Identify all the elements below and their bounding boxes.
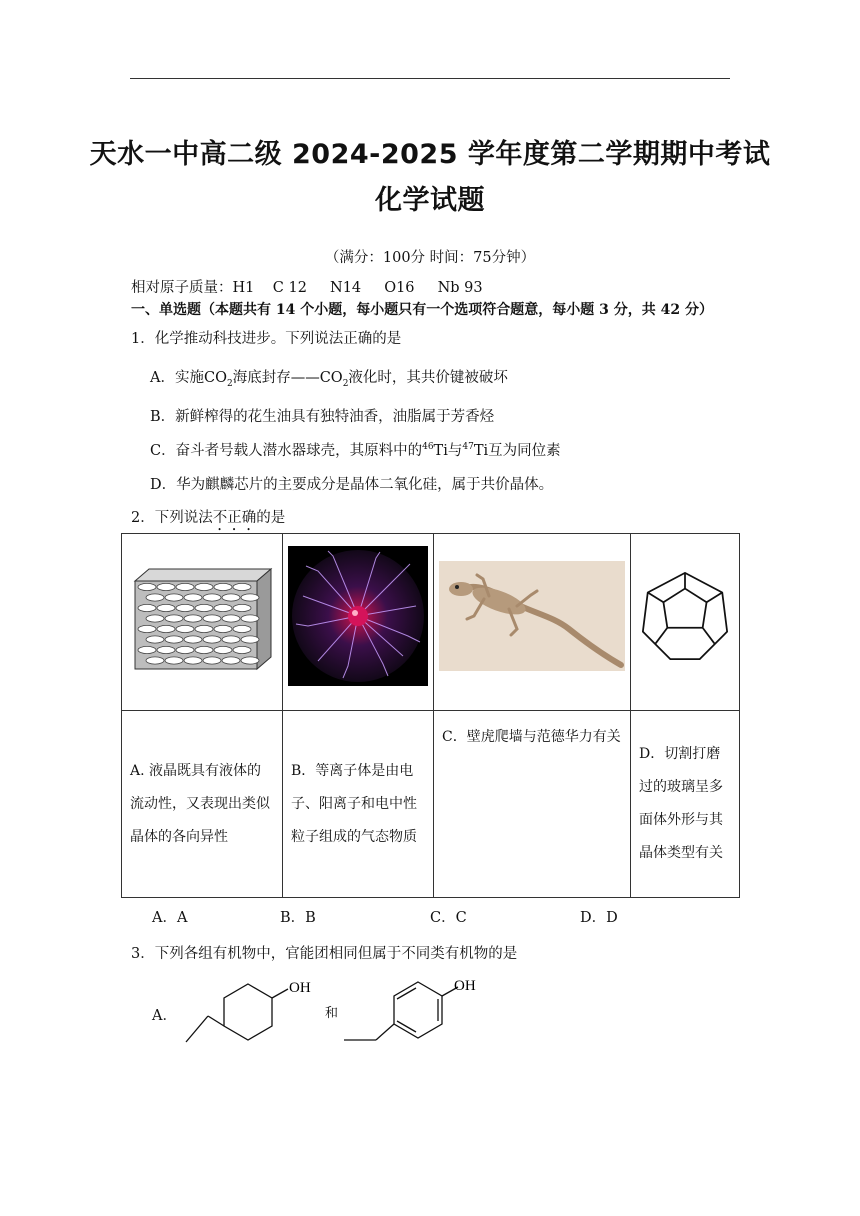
phenol-structure [340, 968, 500, 1048]
liquid-crystal-molecule [195, 625, 213, 632]
liquid-crystal-molecule [195, 583, 213, 590]
liquid-crystal-molecule [184, 593, 202, 600]
section-heading: 一、单选题（本题共有 14 个小题，每小题只有一个选项符合题意，每小题 3 分，共 42 分） [131, 302, 713, 318]
exam-title: 天水一中高二级 2024-2025 学年度第二学期期中考试 [89, 139, 771, 170]
q2-answer-d: D．D [580, 910, 618, 926]
q2-table [121, 533, 740, 898]
liquid-crystal-molecule [203, 635, 221, 642]
liquid-crystal-molecule [157, 625, 175, 632]
liquid-crystal-image [122, 534, 283, 711]
liquid-crystal-molecule [214, 625, 232, 632]
q2-cell-b: B．等离子体是由电子、阳离子和电中性粒子组成的气态物质 [283, 711, 434, 898]
liquid-crystal-molecule [214, 583, 232, 590]
q1-stem: 1．化学推动科技进步。下列说法正确的是 [131, 331, 402, 347]
liquid-crystal-molecule [222, 614, 240, 621]
q2-answer-c: C．C [430, 910, 467, 926]
liquid-crystal-molecule [241, 656, 259, 663]
polyhedron-image [631, 534, 740, 711]
liquid-crystal-molecule [176, 604, 194, 611]
liquid-crystal-molecule [214, 604, 232, 611]
q1-option-d: D．华为麒麟芯片的主要成分是晶体二氧化硅，属于共价晶体。 [150, 477, 554, 493]
q3-option-a-label: A． [152, 1008, 177, 1024]
liquid-crystal-molecule [176, 646, 194, 653]
liquid-crystal-illustration [127, 561, 277, 671]
liquid-crystal-molecule [195, 604, 213, 611]
liquid-crystal-molecule [165, 656, 183, 663]
header-rule [130, 78, 730, 79]
plasma-ball-illustration [288, 546, 428, 686]
q2-cell-c: C．壁虎爬墙与范德华力有关 [434, 711, 631, 898]
liquid-crystal-molecule [233, 583, 251, 590]
liquid-crystal-molecule [157, 604, 175, 611]
liquid-crystal-molecule [176, 625, 194, 632]
liquid-crystal-molecule [241, 614, 259, 621]
liquid-crystal-molecule [195, 646, 213, 653]
liquid-crystal-molecule [203, 656, 221, 663]
liquid-crystal-molecule [214, 646, 232, 653]
gecko-image [434, 534, 631, 711]
liquid-crystal-molecule [146, 656, 164, 663]
liquid-crystal-molecule [165, 614, 183, 621]
exam-subtitle: 化学试题 [375, 185, 485, 216]
liquid-crystal-molecule [241, 593, 259, 600]
q2-answer-b: B．B [280, 910, 316, 926]
liquid-crystal-molecule [184, 635, 202, 642]
plasma-ball-image [283, 534, 434, 711]
q1-option-a: A．实施$CO_2$海底封存$——CO_2$液化时，其共价键被破坏 [150, 370, 508, 389]
liquid-crystal-molecule [157, 583, 175, 590]
liquid-crystal-molecule [146, 635, 164, 642]
liquid-crystal-molecule [176, 583, 194, 590]
liquid-crystal-molecule [138, 625, 156, 632]
dodecahedron-icon [636, 567, 734, 665]
q2-cell-a: A. 液晶既具有液体的流动性，又表现出类似晶体的各向异性 [122, 711, 283, 898]
liquid-crystal-molecule [203, 614, 221, 621]
liquid-crystal-molecule [165, 593, 183, 600]
liquid-crystal-molecule [233, 625, 251, 632]
liquid-crystal-molecule [157, 646, 175, 653]
liquid-crystal-molecule [184, 656, 202, 663]
q1-option-b: B．新鲜榨得的花生油具有独特油香，油脂属于芳香烃 [150, 409, 495, 425]
gecko-illustration [439, 561, 625, 671]
liquid-crystal-molecule [233, 646, 251, 653]
liquid-crystal-molecule [138, 646, 156, 653]
q2-stem: 2．下列说法不正确的是 [131, 510, 286, 526]
score-time: （满分：100分 时间：75分钟） [324, 250, 536, 266]
atomic-mass: 相对原子质量：H1 C 12 N14 O16 Nb 93 [131, 280, 483, 296]
oh-label-1: OH [289, 980, 311, 996]
q1-option-c: C．奋斗者号载人潜水器球壳，其原料中的$^{46}$Ti与$^{47}$Ti互为同位素 [150, 442, 561, 459]
q3-stem: 3．下列各组有机物中，官能团相同但属于不同类有机物的是 [131, 946, 518, 962]
liquid-crystal-molecule [222, 656, 240, 663]
liquid-crystal-molecule [165, 635, 183, 642]
q3-and: 和 [325, 1006, 339, 1021]
liquid-crystal-molecule [233, 604, 251, 611]
cyclohexanol-structure [176, 970, 326, 1050]
liquid-crystal-molecule [184, 614, 202, 621]
liquid-crystal-molecule [222, 593, 240, 600]
liquid-crystal-molecule [241, 635, 259, 642]
liquid-crystal-molecule [138, 583, 156, 590]
q2-cell-d: D．切割打磨过的玻璃呈多面体外形与其晶体类型有关 [631, 711, 740, 898]
liquid-crystal-molecule [222, 635, 240, 642]
liquid-crystal-molecule [146, 614, 164, 621]
liquid-crystal-molecule [138, 604, 156, 611]
liquid-crystal-molecule [146, 593, 164, 600]
liquid-crystal-molecule [203, 593, 221, 600]
q2-answer-a: A．A [152, 910, 188, 926]
oh-label-2: OH [454, 978, 476, 994]
